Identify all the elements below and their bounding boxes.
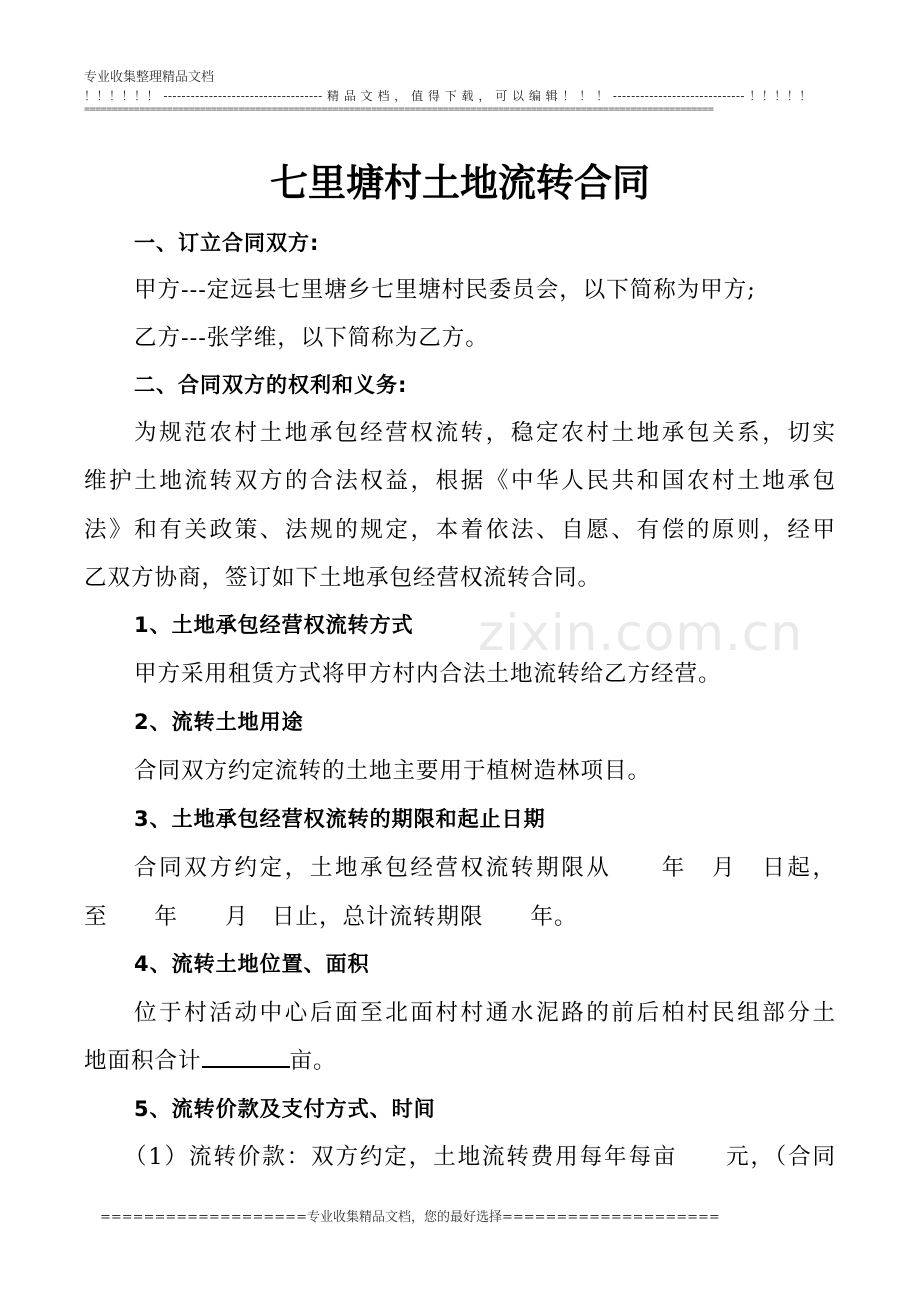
intro-line-2: 维护土地流转双方的合法权益，根据《中华人民共和国农村土地承包 [84,468,836,494]
section1-heading: 一、订立合同双方: [134,231,320,255]
item4-line-2 [84,1043,337,1075]
item3-line-2: 至 年 月 日止，总计流转期限 年。 [84,904,578,930]
item4-line-1: 位于村活动中心后面至北面村村通水泥路的前后柏村民组部分土 [134,1000,836,1026]
section2-heading: 二、合同双方的权利和义务: [134,373,408,397]
header-label: 专业收集整理精品文档 [84,70,215,85]
party-a-text: 甲方---定远县七里塘乡七里塘村民委员会，以下简称为甲方; [134,277,756,303]
intro-line-3: 法》和有关政策、法规的规定，本着依法、自愿、有偿的原则，经甲 [84,517,836,543]
item4-area-label: 地面积合计 [84,1048,202,1074]
item4-heading: 4、流转土地位置、面积 [134,952,370,976]
item2-text: 合同双方约定流转的土地主要用于植树造林项目。 [134,758,652,784]
item2-heading: 2、流转土地用途 [134,710,304,734]
header-notice-line: ！！！！！！ ----------------------------------- 精 品 文 档 ， 值 得 下 载 ， 可 以 编 辑 ！ ！ ！ ----------------------------- ！！！！！ [84,89,812,103]
document-title: 七里塘村土地流转合同 [269,161,650,205]
page-footer: ===================专业收集精品文档，您的最好选择==================== [100,1210,720,1225]
item4-area-unit: 亩。 [289,1048,337,1074]
item3-heading: 3、土地承包经营权流转的期限和起止日期 [134,807,546,831]
item5-heading: 5、流转价款及支付方式、时间 [134,1097,436,1121]
area-blank [202,1046,290,1068]
intro-line-4: 乙双方协商，签订如下土地承包经营权流转合同。 [84,565,602,591]
watermark: zixin.com.cn [478,604,804,662]
item3-line-1: 合同双方约定，土地承包经营权流转期限从 年 月 日起， [134,855,836,881]
item1-text: 甲方采用租赁方式将甲方村内合法土地流转给乙方经营。 [134,661,722,687]
intro-line-1: 为规范农村土地承包经营权流转，稳定农村土地承包关系，切实 [134,420,836,446]
header-divider: ================================================================================================================== [84,104,714,115]
item5-line-1: （1）流转价款：双方约定，土地流转费用每年每亩 元，（合同 [124,1144,836,1170]
party-b-text: 乙方---张学维，以下简称为乙方。 [134,325,489,351]
item1-heading: 1、土地承包经营权流转方式 [134,613,414,637]
